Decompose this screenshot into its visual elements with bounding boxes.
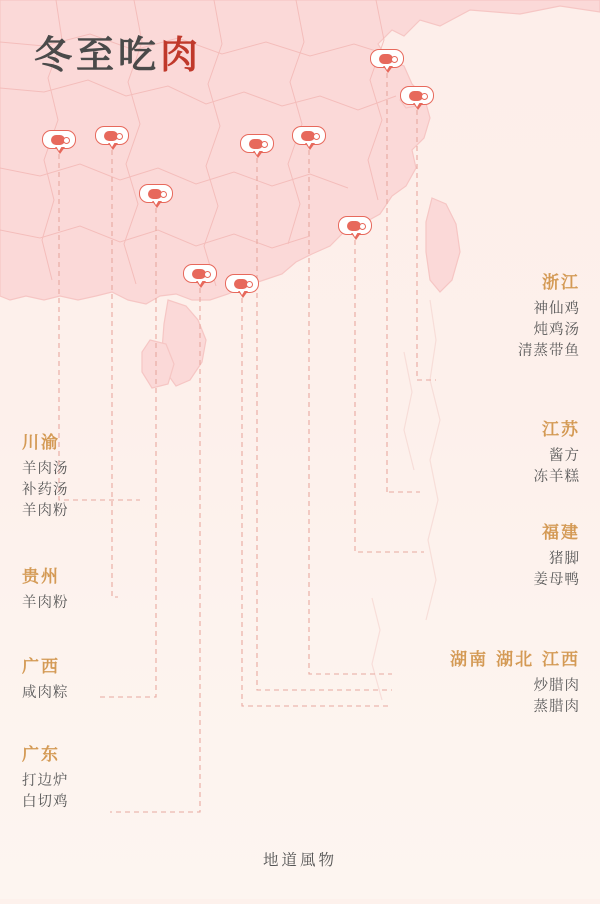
dish-item: 羊肉粉 [22,503,69,519]
region-label: 广东 [22,745,60,765]
region-block-guangxi [22,652,262,704]
region-label: 福建 [542,523,580,543]
dish-item: 打边炉 [22,773,69,789]
region-label: 贵州 [22,567,60,587]
region-label: 湖南 湖北 江西 [450,650,580,670]
dish-item: 姜母鸭 [533,572,580,588]
marker-tail-icon [351,233,361,240]
marker-hunan[interactable] [225,274,259,298]
dish-item: 白切鸡 [22,794,69,810]
dish-item: 猪脚 [549,551,580,567]
marker-tail-icon [108,143,118,150]
page-title-prefix: 冬至吃 [34,33,161,77]
region-block-chuanyu [22,428,262,522]
marker-hubei[interactable] [292,126,326,150]
bone-icon [313,133,320,140]
bone-icon [359,223,366,230]
marker-fujian[interactable] [338,216,372,240]
dish-item: 羊肉粉 [22,595,69,611]
dish-item: 炖鸡汤 [533,322,580,338]
page-title [34,24,202,79]
bone-icon [63,137,70,144]
region-block-guangdong [22,740,262,813]
region-block-hunan-hubei-jiangxi [300,645,580,718]
bone-icon [421,93,428,100]
region-block-jiangsu [330,415,580,488]
dish-item: 咸肉粽 [22,685,69,701]
region-block-guizhou [22,562,262,614]
region-block-fujian [330,518,580,591]
marker-tail-icon [152,201,162,208]
marker-tail-icon [305,143,315,150]
dish-item: 补药汤 [22,482,69,498]
bone-icon [261,141,268,148]
dish-item: 冻羊糕 [533,469,580,485]
region-label: 江苏 [542,420,580,440]
region-label: 广西 [22,657,60,677]
dish-item: 蒸腊肉 [533,699,580,715]
bone-icon [204,271,211,278]
marker-jiangsu[interactable] [370,49,404,73]
marker-tail-icon [238,291,248,298]
dish-item: 清蒸带鱼 [518,343,580,359]
region-label: 川渝 [22,433,60,453]
marker-guangdong[interactable] [183,264,217,288]
dish-item: 羊肉汤 [22,461,69,477]
marker-chuanyu[interactable] [42,130,76,154]
marker-jiangxi[interactable] [240,134,274,158]
dish-item: 炒腊肉 [533,678,580,694]
marker-zhejiang[interactable] [400,86,434,110]
marker-guangxi[interactable] [139,184,173,208]
marker-tail-icon [196,281,206,288]
page-title-highlight: 肉 [160,33,203,77]
region-block-zhejiang [330,268,580,362]
marker-tail-icon [383,66,393,73]
dish-item: 酱方 [549,448,580,464]
dish-item: 神仙鸡 [533,301,580,317]
marker-tail-icon [253,151,263,158]
footer-credit: 地道風物 [262,851,337,869]
marker-tail-icon [55,147,65,154]
marker-tail-icon [413,103,423,110]
bone-icon [116,133,123,140]
bone-icon [391,56,398,63]
bone-icon [160,191,167,198]
bone-icon [246,281,253,288]
marker-guizhou[interactable] [95,126,129,150]
region-label: 浙江 [542,273,580,293]
